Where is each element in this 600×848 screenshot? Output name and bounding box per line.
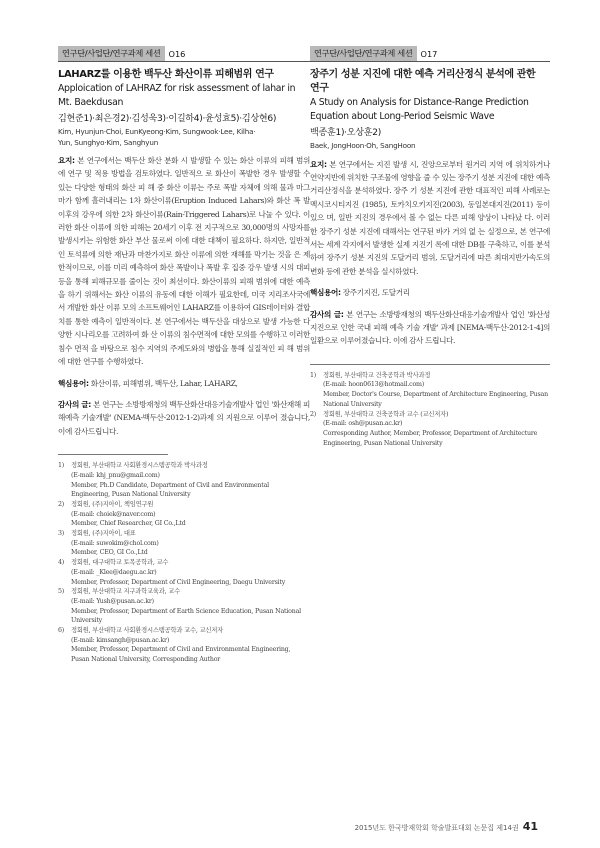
section-tag: 연구단/사업단/연구과제 세션 <box>58 46 165 61</box>
paper-title-korean: LAHARZ를 이용한 백두산 화산이류 피해범위 연구 <box>58 69 274 80</box>
footnote-number: 2) <box>58 500 65 508</box>
footnote-line: University <box>71 617 103 625</box>
footnote-divider <box>310 364 550 365</box>
footnote-line: (E-mail: hoon0613@hotmail.com) <box>323 381 425 389</box>
footnote-text <box>323 410 550 449</box>
ack-label: 감사의 글: <box>58 399 91 409</box>
footnote-line: (E-mail: Yush@pusan.ac.kr) <box>71 597 154 605</box>
footnote-line: (E-mail: kimsangh@pusan.ac.kr) <box>71 636 170 644</box>
footnote-line: Member, CEO, GI Co.,Ltd <box>71 549 148 557</box>
footnote-text <box>71 587 310 626</box>
paper-title-korean <box>310 68 550 96</box>
footer-text: 2015년도 한국방재학회 학술발표대회 논문집 제14권 <box>354 824 519 832</box>
footnote-line: (E-mail: choiek@naver.com) <box>71 510 156 518</box>
footnote-item <box>58 626 310 665</box>
authors-korean: 김현준1)·최은경2)·김성욱3)·이길하4)·윤성효5)·김상현6) <box>58 114 277 124</box>
footnote-line: 정회원, 부산대학교 건축공학과 교수 (교신저자) <box>323 410 449 418</box>
page-number: 41 <box>522 820 538 833</box>
footnote-text <box>71 500 310 529</box>
section-header <box>310 46 550 61</box>
paper-title-english <box>310 96 550 124</box>
authors-english <box>58 127 310 148</box>
left-column <box>58 46 310 665</box>
right-column <box>310 46 550 448</box>
footnote-line: Engineering, Pusan National University <box>71 491 191 499</box>
ack-text: 본 연구는 소방방재청의 백두산화산대응기술개발사 업인 '화산성 지진으로 인한 국내 피해 예측 기술 개발' 과제 [NEMA-백두산-2012-1-4]의 일환으로 이루어졌습니다. 이에 감사 드립니다. <box>310 309 550 346</box>
footnote-line: Member, Professor, Department of Civil and Environmental Engineering, <box>71 646 291 654</box>
footnote-line: 정회원, 대구대학교 토목공학과, 교수 <box>71 559 169 567</box>
footnote-line: 정회원, 부산대학교 사회환경시스템공학과 박사과정 <box>71 462 208 470</box>
footnote-line: Member, Professor, Department of Civil Engineering, Daegu University <box>71 578 286 586</box>
abstract <box>58 154 310 369</box>
footnote-item <box>58 587 310 626</box>
footnote-number: 6) <box>58 627 65 635</box>
ack-text: 본 연구는 소방방재청의 백두산화산대응기술개발사 업인 '화산재해 피해예측 기술개발' (NEMA-백두산-2012-1-2)과제 의 지원으로 이루어 졌습니다, 이에 감사드립니다. <box>58 399 310 436</box>
section-tag: 연구단/사업단/연구과제 세션 <box>310 46 417 61</box>
footnote-line: Corresponding Author, Member, Professor, Department of Architecture <box>323 430 538 437</box>
keywords <box>310 286 550 299</box>
footnote-line: Engineering, Pusan National University <box>323 439 443 447</box>
footnote-number: 1) <box>58 462 65 470</box>
footnote-line: (E-mail: osh@pusan.ac.kr) <box>323 420 403 428</box>
abstract-text: 본 연구에서는 지진 발생 시, 진앙으로부터 원거리 지역 에 위치하거나 연약지반에 위치한 구조물에 영향을 줄 수 있는 장주기 성분 지진에 대한 예측 거리산정식을 분석하였다. 장주 기 성분 지진에 관한 대표적인 피해 사례로는 멕시코시티지진 (1985), 토카치오키지진(2003), 동일본대지진(2011) 등이 있으 며, 일반 지진의 경우에서 볼 수 없는 다른 피해 양상이 나타났 다. 이러한 장주기 성분 지진에 대해서는 연구된 바가 거의 없 는 실정으로, 본 연구에서는 세계 각지에서 발생한 실제 지진기 록에 대한 DB를 구축하고, 이를 분석하여 장주기 성분 지진의 도달거리 범위, 도달거리에 따른 최대지반가속도의 변화 등에 관한 분석을 실시하였다. <box>310 159 550 276</box>
abstract-label: 요지: <box>58 156 75 165</box>
footnote-number: 2) <box>310 410 317 418</box>
footnote-item <box>58 461 310 500</box>
footnote-text <box>71 626 310 665</box>
footnote-line: Member, Professor, Department of Earth Science Education, Pusan National <box>71 607 301 615</box>
footnote-text <box>71 529 310 558</box>
authors-en-line: Kim, Hyunjun·Choi, EunKyeong·Kim, Sungwook·Lee, Kilha· <box>58 127 256 136</box>
footnote-divider <box>58 454 168 455</box>
footnote-line: 정회원, 부산대학교 사회환경시스템공학과 교수, 교신저자 <box>71 627 223 635</box>
abstract <box>310 158 550 279</box>
footnote-number: 3) <box>58 530 65 538</box>
paper-title-english <box>58 82 310 110</box>
footnote-number: 4) <box>58 559 65 567</box>
footnote-text <box>71 461 310 500</box>
footnote-number: 1) <box>310 371 317 379</box>
section-number: O16 <box>168 48 186 59</box>
footnote-line: Pusan National University, Corresponding Author <box>71 656 221 664</box>
footnote-line: 정회원, (주)지아이, 책임연구원 <box>71 500 154 508</box>
section-number: O17 <box>420 48 438 59</box>
footnote-item <box>58 500 310 529</box>
authors-en-line: Baek, JongHoon·Oh, SangHoon <box>310 141 416 150</box>
footnote-text <box>71 558 310 587</box>
footnote-item <box>310 410 550 449</box>
section-divider <box>58 61 310 62</box>
title-ko-line: 장주기 성분 지진에 대한 예측 거리산정식 분석에 관한 <box>310 69 536 80</box>
keywords-text: 화산이류, 피해범위, 백두산, Lahar, LAHARZ, <box>90 378 238 388</box>
footnote-line: (E-mail: suwokim@chol.com) <box>71 539 159 547</box>
section-header <box>58 46 310 61</box>
acknowledgement <box>58 398 310 438</box>
footnote-line: 정회원, 부산대학교 지구과학교육과, 교수 <box>71 588 181 596</box>
footnote-line: Member, Ph.D Candidate, Department of Civil and Environmental <box>71 481 269 489</box>
authors-english <box>310 141 550 152</box>
keywords-label: 핵심용어: <box>310 288 341 298</box>
footnote-line: (E-mail: _Klee@daegu.ac.kr) <box>71 568 157 576</box>
authors-korean: 백종훈1)·오상훈2) <box>310 128 381 138</box>
footnote-item <box>310 371 550 410</box>
footnote-text <box>323 371 550 410</box>
authors-en-line: Yun, Sunghyo·Kim, Sanghyun <box>58 137 159 147</box>
keywords <box>58 377 310 390</box>
footnote-line: 정회원, 부산대학교 건축공학과 박사과정 <box>323 371 431 379</box>
title-en-line: Mt. Baekdusan <box>58 97 124 108</box>
ack-label: 감사의 글: <box>310 309 344 319</box>
footnote-line: Member, Chief Researcher, GI Co.,Ltd <box>71 520 186 528</box>
title-ko-line: 연구 <box>310 83 329 94</box>
footnotes <box>58 461 310 665</box>
abstract-label: 요지: <box>310 159 327 169</box>
footnote-line: (E-mail: khj_pnu@gmail.com) <box>71 471 160 479</box>
keywords-label: 핵심용어: <box>58 378 89 388</box>
keywords-text: 장주기지진, 도달거리 <box>342 288 410 298</box>
page-footer <box>355 820 538 833</box>
section-divider <box>310 61 550 62</box>
abstract-text: 본 연구에서는 백두산 화산 분화 시 발생할 수 있는 화산 이류의 피해 범위에 연구 및 적용 방법을 검토하였다. 일반적으 로 화산이 폭발한 경우 발생할 수 있는 다양한 형태의 화산 피 해 중 화산 이류는 주로 폭발 자체에 의해 물과 마그마가 함께 흘러내리는 1차 화산이류(Eruption Induced Lahars)와 화산 폭 발 이후의 강우에 의한 2차 화산이류(Rain-Triggered Lahars)로 나눌 수 있다. 이러한 화산 이류에 의한 피해는 20세기 이후 전 지구적으로 30,000명의 사망자를 발생시키는 위험한 화산 부산 물로써 이에 대한 대책이 필요하다. 하지만, 일반적인 토석류에 의한 재난과 마찬가지로 화산 이류에 의한 재해를 막기는 것을 은 제한적이므로, 이를 미리 예측하여 화산 폭발이나 폭발 후 집중 강우 발생 시의 대피 등을 통해 피해규모를 줄이는 것이 최선이다. 화산이류의 피해 범위에 대한 예측을 하기 위해서는 화산 이류의 유동에 대한 이해가 필요한데, 미국 지리조사국에 서 개발한 화산 이류 모의 소프트웨어인 LAHARZ를 이용하여 GIS데이터와 결합치를 통한 예측이 일반적이다. 본 연구에서는 백두산을 대상으로 발생 가능한 다양한 시나리오를 고려하여 화 산 이류의 침수면적에 대한 모의를 수행하고 이러한 침수 면적 을 바탕으로 침수 지역의 주계도와의 병합을 통해 실질적인 피 해 범위에 대한 연구를 수행하였다. <box>58 156 310 367</box>
title-en-line: Equation about Long-Period Seismic Wave <box>310 111 495 122</box>
footnotes <box>310 371 550 449</box>
title-en-line: A Study on Analysis for Distance-Range Prediction <box>310 97 529 108</box>
footnote-number: 5) <box>58 588 65 596</box>
footnote-line: National University <box>323 400 382 408</box>
title-en-line: Apploication of LAHRAZ for risk assessment of lahar in <box>58 83 296 94</box>
footnote-item <box>58 558 310 587</box>
footnote-item <box>58 529 310 558</box>
footnote-line: 정회원, (주)지아이, 대표 <box>71 530 136 538</box>
acknowledgement <box>310 308 550 348</box>
footnote-line: Member, Doctor's Course, Department of Architecture Engineering, Pusan <box>323 391 548 399</box>
